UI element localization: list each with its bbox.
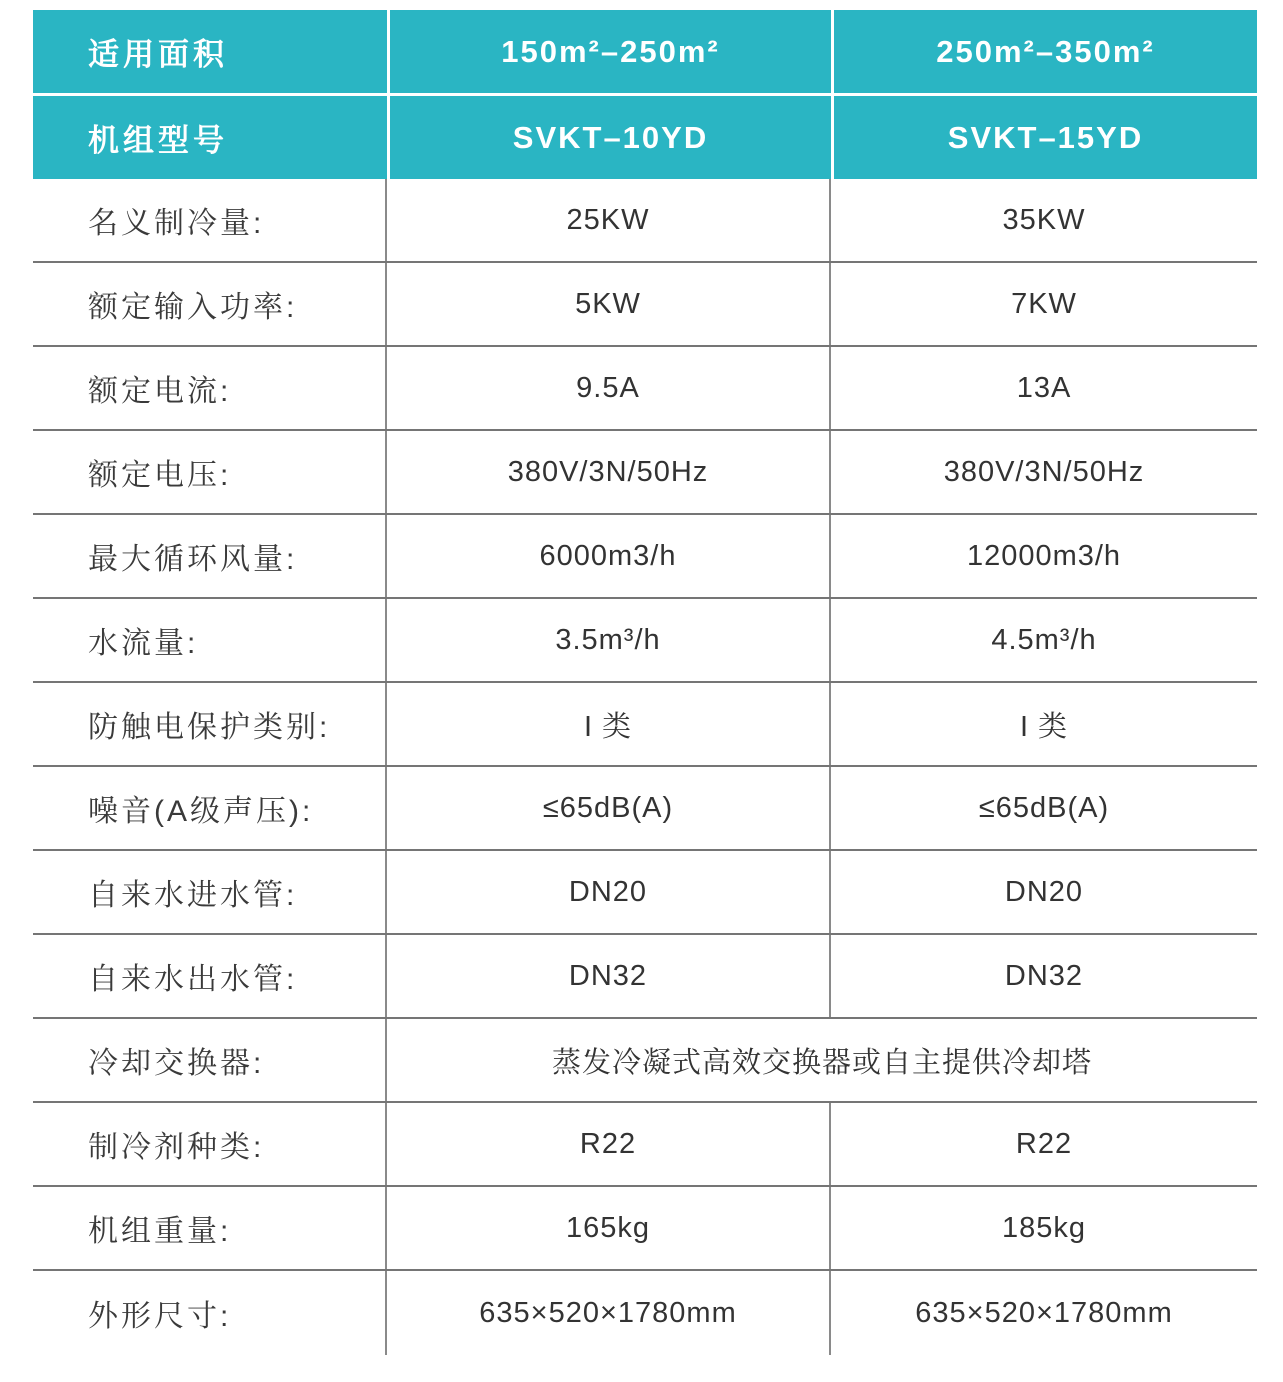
table-row-shock-protection-class (33, 683, 1257, 767)
row-value-model1: 380V/3N/50Hz (387, 431, 831, 513)
row-value-model1: DN32 (387, 935, 831, 1017)
table-row-water-inlet-pipe (33, 851, 1257, 935)
row-label: 额定输入功率: (33, 263, 387, 345)
row-value-model2: DN20 (1004, 875, 1084, 908)
table-row-cooling-capacity (33, 179, 1257, 263)
spec-table-header (33, 10, 1257, 179)
row-label: 额定电流: (33, 347, 387, 429)
header-area-range-1: 150m²–250m² (390, 10, 831, 93)
row-value-model2: 35KW (1002, 203, 1086, 236)
row-value-model1: R22 (387, 1103, 831, 1185)
table-row-dimensions (33, 1271, 1257, 1355)
table-row-rated-voltage (33, 431, 1257, 515)
row-value-model1: 635×520×1780mm (387, 1271, 831, 1355)
row-label: 自来水进水管: (33, 851, 387, 933)
header-label-model: 机组型号 (33, 96, 387, 179)
row-value-model2: 380V/3N/50Hz (943, 455, 1145, 488)
row-value-model1: 6000m3/h (387, 515, 831, 597)
row-label: 额定电压: (33, 431, 387, 513)
row-label: 自来水出水管: (33, 935, 387, 1017)
row-value-span: 蒸发冷凝式高效交换器或自主提供冷却塔 (551, 1046, 1092, 1079)
table-row-water-outlet-pipe (33, 935, 1257, 1019)
row-label: 名义制冷量: (33, 179, 387, 261)
row-value-model1: 3.5m³/h (387, 599, 831, 681)
table-row-cooling-exchanger (33, 1019, 1257, 1103)
spec-table (33, 10, 1257, 1355)
table-row-unit-weight (33, 1187, 1257, 1271)
row-value-model1: ≤65dB(A) (387, 767, 831, 849)
row-value-model1: I 类 (387, 683, 831, 765)
row-label: 噪音(A级声压): (33, 767, 387, 849)
row-value-model1: 5KW (387, 263, 831, 345)
row-value-model2: R22 (1015, 1127, 1073, 1160)
row-value-model2: 12000m3/h (966, 539, 1122, 572)
row-label: 防触电保护类别: (33, 683, 387, 765)
table-row-rated-current (33, 347, 1257, 431)
row-label: 冷却交换器: (33, 1019, 387, 1101)
row-label: 外形尺寸: (33, 1271, 387, 1355)
row-value-model2: 4.5m³/h (991, 623, 1097, 656)
table-row-refrigerant-type (33, 1103, 1257, 1187)
row-value-model2: 7KW (1011, 287, 1077, 320)
row-label: 最大循环风量: (33, 515, 387, 597)
row-value-model1: DN20 (387, 851, 831, 933)
header-model-1: SVKT–10YD (390, 96, 831, 179)
header-label-area: 适用面积 (33, 10, 387, 93)
row-value-model2: DN32 (1004, 959, 1084, 992)
row-value-model2: I 类 (1019, 710, 1069, 743)
row-value-model2: 635×520×1780mm (915, 1296, 1173, 1329)
row-label: 水流量: (33, 599, 387, 681)
row-label: 制冷剂种类: (33, 1103, 387, 1185)
header-model-2: SVKT–15YD (834, 96, 1257, 179)
row-value-model2: 13A (1016, 371, 1072, 404)
row-value-model1: 165kg (387, 1187, 831, 1269)
table-row-rated-input-power (33, 263, 1257, 347)
table-row-max-air-volume (33, 515, 1257, 599)
row-value-model2: 185kg (1001, 1211, 1086, 1244)
table-row-water-flow (33, 599, 1257, 683)
header-area-range-2: 250m²–350m² (834, 10, 1257, 93)
table-row-noise (33, 767, 1257, 851)
row-value-model2: ≤65dB(A) (978, 791, 1110, 824)
spec-table-body (33, 179, 1257, 1355)
row-value-model1: 9.5A (387, 347, 831, 429)
row-value-model1: 25KW (387, 179, 831, 261)
row-label: 机组重量: (33, 1187, 387, 1269)
